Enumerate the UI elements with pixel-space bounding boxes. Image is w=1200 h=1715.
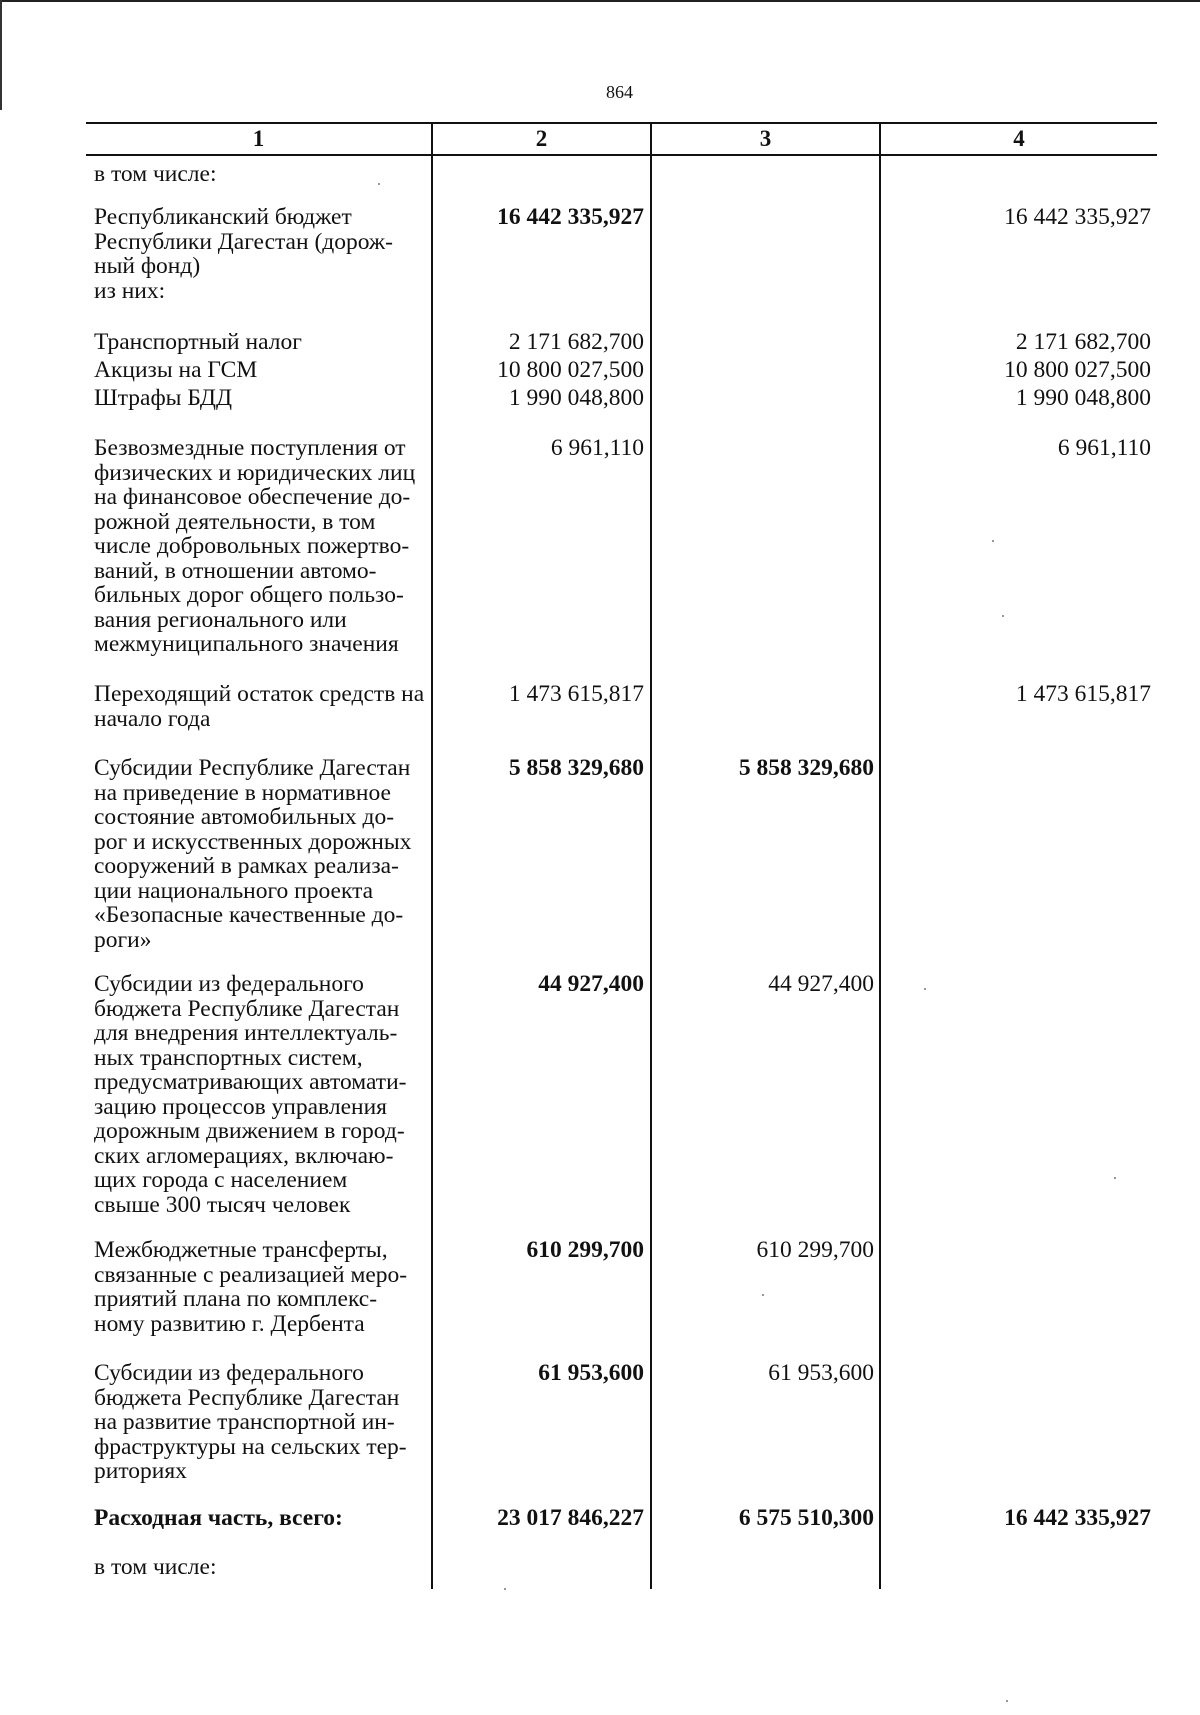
row-label [94, 162, 434, 187]
row-label-line: ских агломерациях, включаю- [94, 1142, 394, 1169]
column-4-value: 1 990 048,800 [1015, 385, 1151, 411]
row-label-line: числе добровольных пожертво- [94, 533, 410, 559]
column-2-value: 1 473 615,817 [508, 681, 644, 707]
column-4-value: 16 442 335,927 [1004, 1505, 1151, 1531]
row-label-line: приятий плана по комплекс- [94, 1286, 378, 1312]
row-label-line: на приведение в нормативное [94, 779, 391, 806]
column-header-1: 1 [252, 126, 265, 151]
scan-speck [1006, 1700, 1008, 1702]
row-label-line: Переходящий остаток средств на [94, 681, 425, 707]
scan-speck [378, 183, 380, 185]
scan-border-top [0, 0, 1200, 2]
table-top-rule [86, 122, 1157, 124]
row-label-line: щих города с населением [94, 1167, 348, 1193]
row-label-line: Республики Дагестан (дорож- [94, 228, 393, 255]
row-label-line: межмуниципального значения [94, 631, 399, 657]
scan-speck [1114, 1177, 1116, 1179]
column-divider-3 [879, 123, 881, 1589]
row-label-line: «Безопасные качественные до- [94, 902, 404, 928]
row-label-line: Штрафы БДД [94, 385, 232, 411]
row-label [94, 386, 434, 411]
row-label [94, 1555, 434, 1580]
row-label-line: ных транспортных систем, [94, 1044, 363, 1071]
row-label-line: дорожным движением в город- [94, 1118, 405, 1144]
column-2-value: 610 299,700 [526, 1237, 644, 1263]
row-label-line: связанные с реализацией меро- [94, 1261, 408, 1288]
column-2-value: 10 800 027,500 [497, 357, 644, 383]
row-label-line: для внедрения интеллектуаль- [94, 1020, 398, 1046]
row-label-line: ному развитию г. Дербента [94, 1310, 365, 1337]
row-label [94, 1506, 434, 1531]
row-label-line: из них: [94, 277, 166, 304]
page-number: 864 [606, 82, 633, 102]
column-4-value: 6 961,110 [1057, 435, 1151, 461]
row-label-line: на финансовое обеспечение до- [94, 484, 411, 510]
row-label [94, 358, 434, 383]
column-2-value: 16 442 335,927 [497, 204, 644, 230]
column-2-value: 1 990 048,800 [508, 385, 644, 411]
column-3-value: 6 575 510,300 [738, 1505, 874, 1531]
column-2-value: 44 927,400 [538, 971, 644, 997]
row-label-line: бюджета Республике Дагестан [94, 995, 400, 1022]
row-label-line: Республиканский бюджет [94, 204, 352, 230]
row-label-line: риториях [94, 1458, 187, 1484]
column-4-value: 16 442 335,927 [1004, 204, 1151, 230]
row-label-line: на развитие транспортной ин- [94, 1409, 395, 1435]
row-label-line: свыше 300 тысяч человек [94, 1191, 351, 1218]
column-4-value: 1 473 615,817 [1015, 681, 1151, 707]
row-label-line: состояние автомобильных до- [94, 804, 395, 830]
row-label-line: Межбюджетные трансферты, [94, 1237, 388, 1263]
row-label [94, 972, 434, 1217]
row-label-line: рог и искусственных дорожных [94, 828, 412, 855]
row-label-line: предусматривающих автомати- [94, 1069, 407, 1095]
scan-speck [1002, 615, 1004, 617]
column-3-value: 61 953,600 [768, 1360, 874, 1386]
row-label [94, 682, 434, 731]
row-label [94, 330, 434, 355]
row-label-line: бюджета Республике Дагестан [94, 1384, 400, 1411]
row-label-line: роги» [94, 926, 152, 953]
row-label-line: ный фонд) [94, 253, 201, 279]
row-label-line: Субсидии из федерального [94, 1360, 364, 1386]
row-label [94, 1238, 434, 1336]
row-label-line: физических и юридических лиц [94, 459, 416, 486]
row-label-line: ваний, в отношении автомо- [94, 557, 377, 584]
scan-speck [924, 988, 926, 990]
column-3-value: 44 927,400 [768, 971, 874, 997]
column-2-value: 2 171 682,700 [508, 329, 644, 355]
column-header-3: 3 [759, 126, 772, 151]
row-label-line: бильных дорог общего пользо- [94, 582, 404, 608]
column-2-value: 6 961,110 [550, 435, 644, 461]
row-label-line: в том числе: [94, 1554, 217, 1580]
column-divider-2 [650, 123, 652, 1589]
table-header-rule [86, 154, 1157, 156]
column-3-value: 610 299,700 [756, 1237, 874, 1263]
row-label [94, 205, 434, 303]
column-header-2: 2 [535, 126, 548, 151]
column-4-value: 2 171 682,700 [1015, 329, 1151, 355]
row-label-line: Субсидии Республике Дагестан [94, 755, 411, 781]
row-label [94, 436, 434, 657]
row-label-line: Субсидии из федерального [94, 971, 364, 997]
row-label-line: Акцизы на ГСМ [94, 357, 258, 383]
scan-speck [992, 540, 994, 542]
scan-speck [504, 1588, 506, 1590]
row-label-line: начало года [94, 705, 211, 732]
scan-speck [762, 1294, 764, 1296]
row-label-line: сооружений в рамках реализа- [94, 853, 399, 879]
row-label-line: Расходная часть, всего: [94, 1505, 343, 1531]
row-label-line: в том числе: [94, 161, 217, 187]
row-label-line: фраструктуры на сельских тер- [94, 1433, 407, 1460]
row-label-line: рожной деятельности, в том [94, 508, 376, 535]
row-label-line: Безвозмездные поступления от [94, 435, 406, 461]
column-header-4: 4 [1013, 126, 1025, 151]
column-3-value: 5 858 329,680 [738, 755, 874, 781]
row-label [94, 756, 434, 952]
column-2-value: 23 017 846,227 [497, 1505, 644, 1531]
column-4-value: 10 800 027,500 [1004, 357, 1151, 383]
row-label-line: вания регионального или [94, 606, 347, 633]
column-2-value: 5 858 329,680 [508, 755, 644, 781]
column-2-value: 61 953,600 [538, 1360, 644, 1386]
row-label-line: ции национального проекта [94, 877, 374, 904]
row-label-line: Транспортный налог [94, 329, 302, 355]
row-label-line: зацию процессов управления [94, 1093, 387, 1120]
row-label [94, 1361, 434, 1484]
scan-border-left [0, 0, 2, 110]
